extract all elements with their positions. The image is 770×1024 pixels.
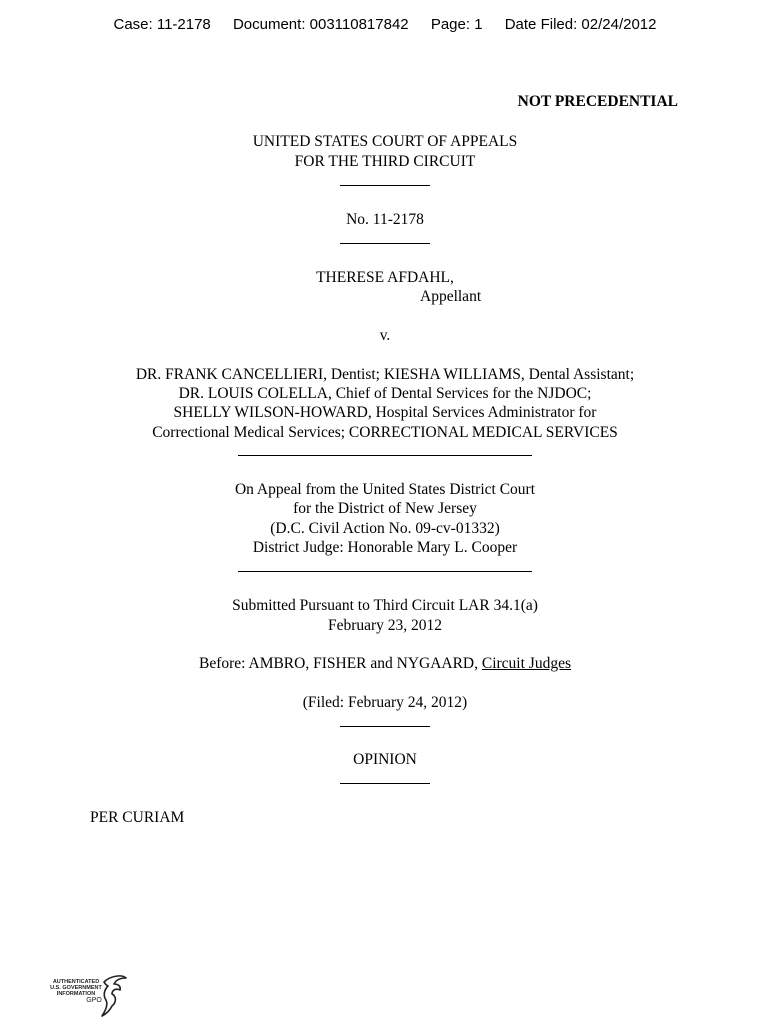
precedential-status: NOT PRECEDENTIAL bbox=[517, 93, 678, 110]
panel-line bbox=[0, 654, 770, 674]
divider-5 bbox=[0, 713, 770, 733]
per-curiam: PER CURIAM bbox=[90, 809, 185, 826]
seal-text-1: AUTHENTICATED bbox=[52, 979, 100, 985]
court-name-line-2: FOR THE THIRD CIRCUIT bbox=[294, 153, 476, 170]
case-stamp: Case: 11-2178 bbox=[113, 16, 211, 33]
divider-4 bbox=[0, 558, 770, 578]
appellant-role: Appellant bbox=[420, 288, 482, 305]
divider-3 bbox=[0, 442, 770, 462]
filing-header bbox=[0, 16, 770, 33]
appellee-line-2: DR. LOUIS COLELLA, Chief of Dental Services for the NJDOC; bbox=[178, 385, 592, 402]
appeal-line-4: District Judge: Honorable Mary L. Cooper bbox=[252, 539, 518, 556]
filed-date: (Filed: February 24, 2012) bbox=[302, 694, 468, 711]
case-number: No. 11-2178 bbox=[346, 211, 424, 228]
appellee-line-4: Correctional Medical Services; CORRECTIONAL MEDICAL SERVICES bbox=[152, 424, 618, 441]
court-name-line-1: UNITED STATES COURT OF APPEALS bbox=[252, 133, 518, 150]
document-stamp: Document: 003110817842 bbox=[232, 16, 409, 33]
divider-2 bbox=[0, 230, 770, 250]
seal-text-4: GPO bbox=[86, 997, 102, 1004]
panel-judges: Before: AMBRO, FISHER and NYGAARD, bbox=[199, 655, 482, 672]
appeal-line-2: for the District of New Jersey bbox=[293, 500, 477, 517]
appeal-line-3: (D.C. Civil Action No. 09-cv-01332) bbox=[270, 520, 500, 537]
page-stamp: Page: 1 bbox=[430, 16, 483, 33]
opinion-heading: OPINION bbox=[353, 751, 417, 768]
panel-title: Circuit Judges bbox=[481, 655, 571, 672]
eagle-icon bbox=[100, 974, 128, 1018]
appellant-name: THERESE AFDAHL, bbox=[316, 269, 454, 286]
versus: v. bbox=[379, 327, 391, 344]
appeal-line-1: On Appeal from the United States District Court bbox=[234, 481, 536, 498]
seal-text-3: INFORMATION bbox=[56, 991, 96, 997]
seal-text-2: U.S. GOVERNMENT bbox=[50, 985, 102, 991]
gpo-authentication-seal bbox=[44, 974, 128, 1018]
submission-line-1: Submitted Pursuant to Third Circuit LAR 34.1(a) bbox=[232, 597, 538, 614]
date-filed-stamp: Date Filed: 02/24/2012 bbox=[504, 16, 657, 33]
divider-6 bbox=[0, 770, 770, 790]
appellee-line-1: DR. FRANK CANCELLIERI, Dentist; KIESHA WILLIAMS, Dental Assistant; bbox=[135, 366, 635, 383]
divider-1 bbox=[0, 172, 770, 192]
submission-date: February 23, 2012 bbox=[327, 617, 443, 634]
appellee-line-3: SHELLY WILSON-HOWARD, Hospital Services Administrator for bbox=[173, 404, 597, 421]
